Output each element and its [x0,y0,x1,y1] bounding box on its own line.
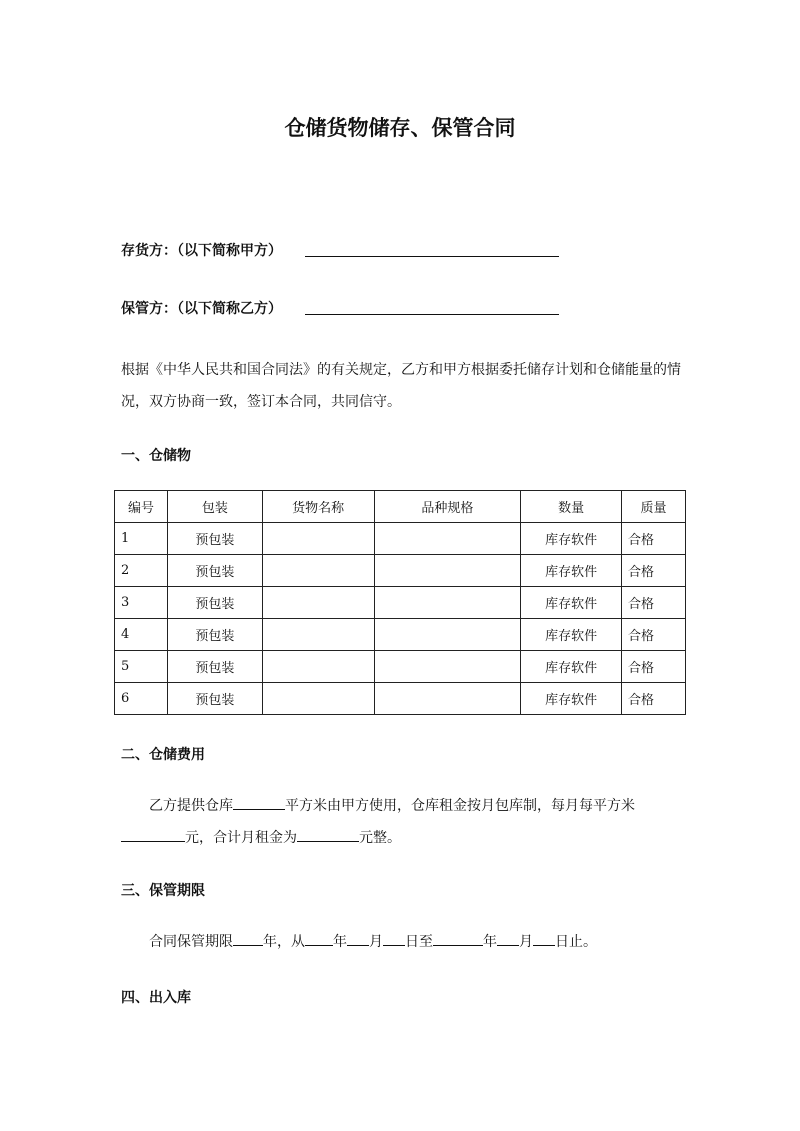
cell-number: 4 [115,619,168,651]
start-month-blank[interactable] [347,931,369,946]
depositor-line [121,240,282,260]
depositor-label: 存货方：（以下简称甲方） [121,243,282,259]
cell-quality: 合格 [622,683,686,715]
cell-quantity: 库存软件 [521,555,622,587]
term-text-8: 日止。 [555,934,597,950]
term-text-2: 年，从 [263,934,305,950]
cell-goods-name[interactable] [262,523,374,555]
cell-goods-name[interactable] [262,651,374,683]
cell-spec[interactable] [374,523,521,555]
term-text-5: 日至 [405,934,433,950]
fees-text-1: 乙方提供仓库 [149,798,233,814]
cell-goods-name[interactable] [262,587,374,619]
header-cell: 数量 [521,491,622,523]
cell-packaging: 预包装 [167,651,262,683]
cell-packaging: 预包装 [167,683,262,715]
term-text-3: 年 [333,934,347,950]
cell-quality: 合格 [622,587,686,619]
document-title: 仓储货物储存、保管合同 [284,116,516,140]
cell-quantity: 库存软件 [521,523,622,555]
cell-spec[interactable] [374,619,521,651]
intro-paragraph [121,354,681,418]
cell-quantity: 库存软件 [521,587,622,619]
header-cell: 品种规格 [374,491,521,523]
header-cell: 编号 [115,491,168,523]
table-header-row [115,491,686,523]
table-row [115,651,686,683]
table-row [115,683,686,715]
term-text-4: 月 [369,934,383,950]
fees-text-2: 平方米由甲方使用，仓库租金按月包库制，每月每平方米 [285,798,635,814]
section-heading-fees: 二、仓储费用 [121,747,205,763]
cell-spec[interactable] [374,555,521,587]
end-month-blank[interactable] [497,931,519,946]
table-row [115,523,686,555]
fees-line-2 [121,822,681,854]
keeper-line [121,298,282,318]
term-years-blank[interactable] [233,931,263,946]
cell-spec[interactable] [374,587,521,619]
cell-packaging: 预包装 [167,619,262,651]
cell-quantity: 库存软件 [521,683,622,715]
cell-number: 6 [115,683,168,715]
intro-line-1: 根据《中华人民共和国合同法》的有关规定，乙方和甲方根据委托储存计划和仓储能量的情 [121,362,681,378]
cell-goods-name[interactable] [262,683,374,715]
end-year-blank[interactable] [433,931,483,946]
term-text-1: 合同保管期限 [149,934,233,950]
cell-quantity: 库存软件 [521,619,622,651]
header-cell: 货物名称 [262,491,374,523]
cell-spec[interactable] [374,651,521,683]
cell-packaging: 预包装 [167,587,262,619]
cell-quality: 合格 [622,555,686,587]
cell-spec[interactable] [374,683,521,715]
table-row [115,619,686,651]
table-row [115,555,686,587]
cell-quantity: 库存软件 [521,651,622,683]
term-text-7: 月 [519,934,533,950]
cell-goods-name[interactable] [262,619,374,651]
intro-line-2: 况，双方协商一致，签订本合同，共同信守。 [121,394,401,410]
section-heading-term: 三、保管期限 [121,883,205,899]
table-row [115,587,686,619]
cell-packaging: 预包装 [167,555,262,587]
fees-paragraph [121,790,681,854]
cell-number: 1 [115,523,168,555]
monthly-rent-blank[interactable] [297,827,359,842]
term-text-6: 年 [483,934,497,950]
fees-line-1 [121,790,681,822]
cell-goods-name[interactable] [262,555,374,587]
fees-text-4: 元整。 [359,830,401,846]
cell-packaging: 预包装 [167,523,262,555]
keeper-label: 保管方：（以下简称乙方） [121,301,282,317]
cell-quality: 合格 [622,651,686,683]
term-paragraph [121,926,681,958]
cell-number: 5 [115,651,168,683]
cell-number: 2 [115,555,168,587]
term-line [121,926,681,958]
depositor-blank[interactable] [305,256,559,257]
start-day-blank[interactable] [383,931,405,946]
section-heading-goods: 一、仓储物 [121,448,191,464]
area-blank[interactable] [233,795,285,810]
keeper-blank[interactable] [305,314,559,315]
cell-number: 3 [115,587,168,619]
start-year-blank[interactable] [305,931,333,946]
cell-quality: 合格 [622,523,686,555]
goods-table [114,490,686,715]
header-cell: 包装 [167,491,262,523]
header-cell: 质量 [622,491,686,523]
unit-price-blank[interactable] [121,827,185,842]
end-day-blank[interactable] [533,931,555,946]
section-heading-inout: 四、出入库 [121,990,191,1006]
cell-quality: 合格 [622,619,686,651]
fees-text-3: 元，合计月租金为 [185,830,297,846]
